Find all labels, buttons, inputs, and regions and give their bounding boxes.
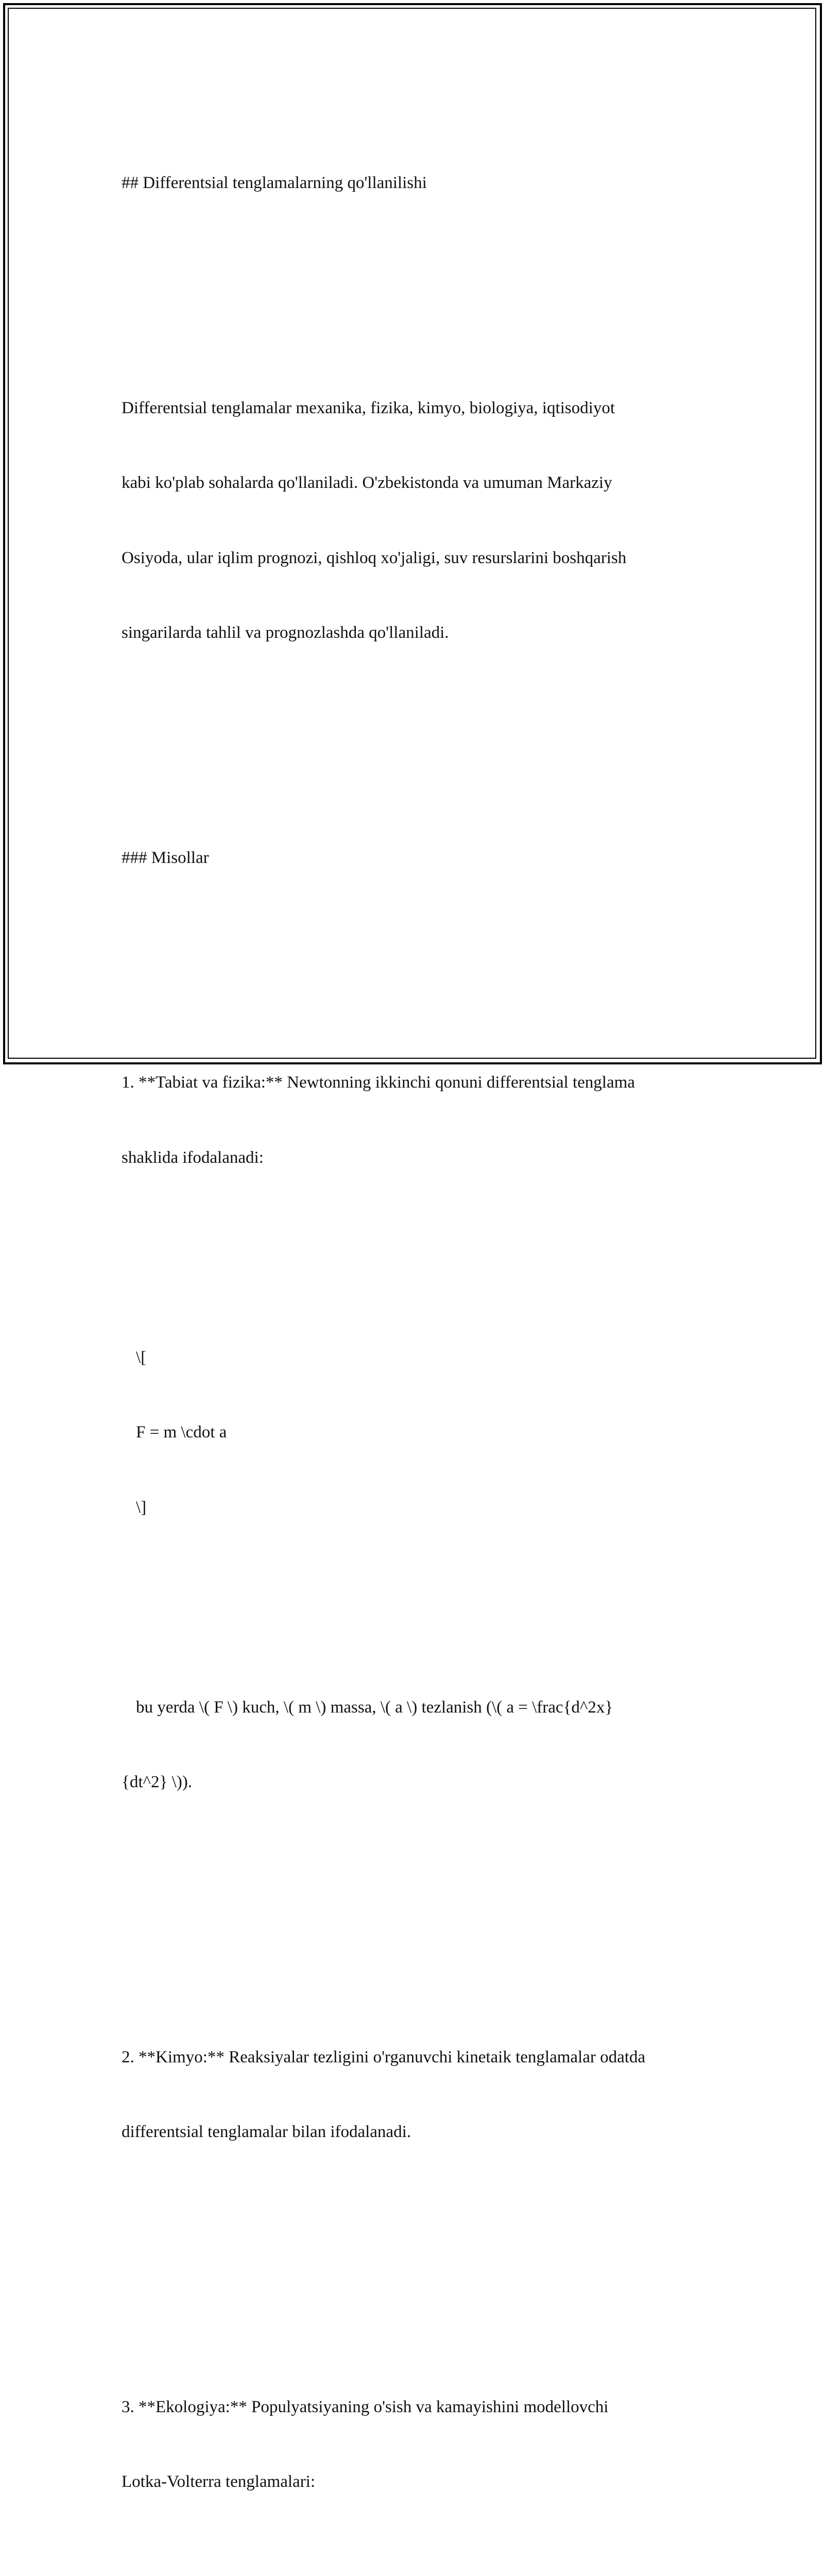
text-line: shaklida ifodalanadi: [122, 1145, 719, 1171]
text-line: Differentsial tenglamalar mexanika, fizika, kimyo, biologiya, iqtisodiyot [122, 396, 719, 421]
document-body [122, 121, 719, 2576]
text-line: kabi ko'plab sohalarda qo'llaniladi. O'zbekistonda va umuman Markaziy [122, 470, 719, 496]
note-line: bu yerda \( F \) kuch, \( m \) massa, \( a \) tezlanish (\( a = \frac{d^2x} [122, 1695, 719, 1720]
spacer [122, 2245, 719, 2270]
spacer [122, 246, 719, 271]
spacer [122, 2545, 719, 2570]
text-line: Osiyoda, ular iqlim prognozi, qishloq xo'jaligi, suv resurslarini boshqarish [122, 546, 719, 571]
example-item-3 [122, 2345, 719, 2576]
note-line: {dt^2} \)). [122, 1770, 719, 1795]
text-line: differentsial tenglamalar bilan ifodalanadi. [122, 2120, 719, 2145]
example-item-1 [122, 1020, 719, 1845]
subsection-heading: ### Misollar [122, 845, 719, 871]
intro-paragraph [122, 346, 719, 696]
spacer [122, 920, 719, 945]
section-heading: ## Differentsial tenglamalarning qo'llanilishi [122, 171, 719, 196]
spacer [122, 1620, 719, 1645]
formula-line: F = m \cdot a [136, 1420, 719, 1445]
text-line: Lotka-Volterra tenglamalari: [122, 2469, 719, 2495]
spacer [122, 745, 719, 771]
text-line: 2. **Kimyo:** Reaksiyalar tezligini o'rganuvchi kinetaik tenglamalar odatda [122, 2045, 719, 2070]
text-line: singarilarda tahlil va prognozlashda qo'llaniladi. [122, 620, 719, 646]
formula-line: \[ [136, 1345, 719, 1370]
formula-line: \] [136, 1495, 719, 1520]
example-item-2 [122, 1995, 719, 2195]
formula-block [122, 1295, 719, 1570]
spacer [122, 1220, 719, 1245]
text-line: 3. **Ekologiya:** Populyatsiyaning o'sish va kamayishini modellovchi [122, 2395, 719, 2420]
spacer [122, 1895, 719, 1920]
text-line: 1. **Tabiat va fizika:** Newtonning ikkinchi qonuni differentsial tenglama [122, 1070, 719, 1095]
